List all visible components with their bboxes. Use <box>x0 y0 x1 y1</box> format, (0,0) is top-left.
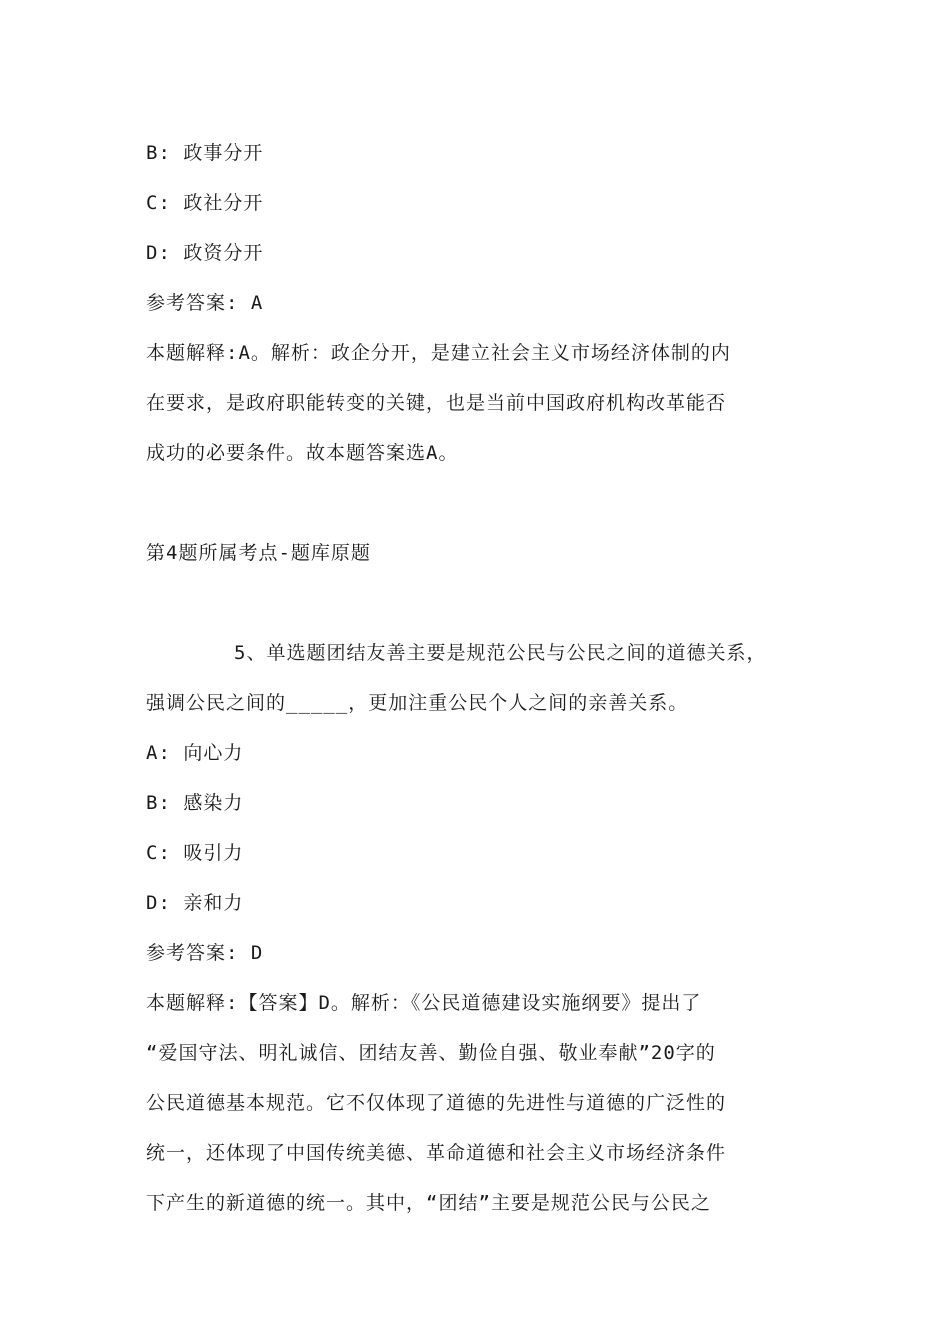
question-stem-line: 强调公民之间的_____，更加注重公民个人之间的亲善关系。 <box>146 692 689 714</box>
option-d: D: 政资分开 <box>146 242 264 264</box>
option-b: B: 政事分开 <box>146 142 264 164</box>
knowledge-point: 第4题所属考点-题库原题 <box>146 542 371 564</box>
option-b: B: 感染力 <box>146 792 244 814</box>
explanation-line: “爱国守法、明礼诚信、团结友善、勤俭自强、敬业奉献”20字的 <box>146 1042 716 1064</box>
explanation-line: 本题解释:【答案】D。解析：《公民道德建设实施纲要》提出了 <box>146 992 702 1014</box>
explanation-line: 统一，还体现了中国传统美德、革命道德和社会主义市场经济条件 <box>146 1142 727 1164</box>
question-stem-line: 5、单选题团结友善主要是规范公民与公民之间的道德关系， <box>234 642 767 664</box>
spacer <box>146 578 808 628</box>
explanation-line: 公民道德基本规范。它不仅体现了道德的先进性与道德的广泛性的 <box>146 1092 727 1114</box>
explanation-line: 在要求，是政府职能转变的关键，也是当前中国政府机构改革能否 <box>146 392 727 414</box>
option-a: A: 向心力 <box>146 742 244 764</box>
reference-answer: 参考答案: A <box>146 292 264 314</box>
spacer <box>146 478 808 528</box>
option-d: D: 亲和力 <box>146 892 244 914</box>
document-page <box>146 128 808 1228</box>
explanation-line: 成功的必要条件。故本题答案选A。 <box>146 442 459 464</box>
option-c: C: 政社分开 <box>146 192 264 214</box>
explanation-line: 下产生的新道德的统一。其中，“团结”主要是规范公民与公民之 <box>146 1192 711 1214</box>
reference-answer: 参考答案: D <box>146 942 264 964</box>
explanation-line: 本题解释:A。解析：政企分开，是建立社会主义市场经济体制的内 <box>146 342 731 364</box>
option-c: C: 吸引力 <box>146 842 244 864</box>
